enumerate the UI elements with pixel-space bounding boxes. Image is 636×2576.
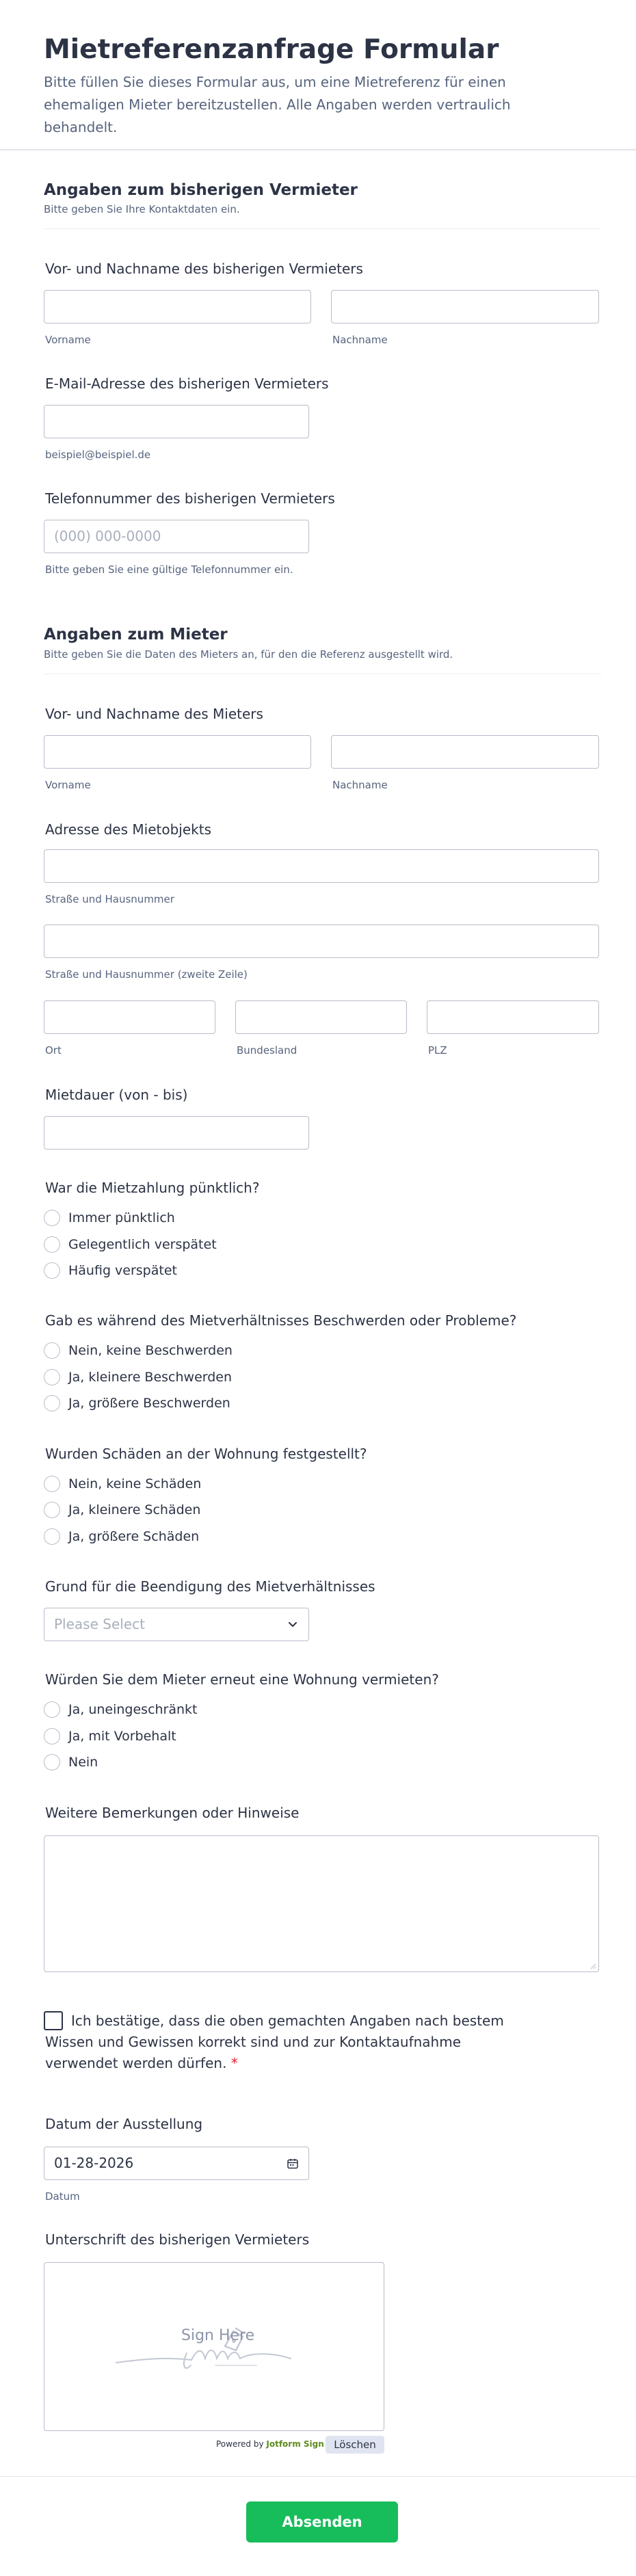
radio-option[interactable] <box>44 1209 175 1227</box>
radio-label: Ja, größere Schäden <box>68 1529 200 1544</box>
radio-label: Häufig verspätet <box>68 1263 177 1278</box>
landlord-email-label: E-Mail-Adresse des bisherigen Vermieters <box>45 375 329 392</box>
radio-button[interactable] <box>44 1395 60 1411</box>
landlord-name-label: Vor- und Nachname des bisherigen Vermieters <box>45 261 363 277</box>
tenant-last-name-input[interactable] <box>331 735 599 769</box>
radio-option[interactable] <box>44 1753 98 1771</box>
radio-label: Nein, keine Schäden <box>68 1476 202 1491</box>
radio-label: Ja, kleinere Schäden <box>68 1502 201 1517</box>
radio-label: Ja, kleinere Beschwerden <box>68 1370 233 1385</box>
consent-label <box>45 2010 538 2074</box>
calendar-icon[interactable] <box>287 2157 299 2170</box>
street-sublabel: Straße und Hausnummer <box>45 893 174 905</box>
section-title-tenant: Angaben zum Mieter <box>44 626 228 643</box>
radio-option[interactable] <box>44 1342 233 1359</box>
submit-button[interactable]: Absenden <box>246 2501 398 2542</box>
landlord-phone-input[interactable]: (000) 000-0000 <box>44 520 309 553</box>
street2-input[interactable] <box>44 925 599 958</box>
radio-button[interactable] <box>44 1210 60 1226</box>
zip-input[interactable] <box>427 1000 599 1034</box>
radio-option[interactable] <box>44 1528 199 1545</box>
sign-here-placeholder: Sign Here <box>181 2327 255 2344</box>
radio-option[interactable] <box>44 1368 232 1386</box>
landlord-email-input[interactable] <box>44 405 309 438</box>
rental-duration-label: Mietdauer (von - bis) <box>45 1087 188 1103</box>
landlord-last-name-sublabel: Nachname <box>332 334 388 346</box>
chevron-down-icon <box>287 1618 299 1630</box>
radio-button[interactable] <box>44 1262 60 1279</box>
required-asterisk: * <box>230 2055 238 2071</box>
radio-label: Ja, uneingeschränkt <box>68 1702 198 1717</box>
radio-label: Nein <box>68 1755 98 1770</box>
radio-label: Immer pünktlich <box>68 1210 175 1225</box>
landlord-first-name-sublabel: Vorname <box>45 334 91 346</box>
powered-by-text <box>216 2439 324 2449</box>
form-title: Mietreferenzanfrage Formular <box>44 34 499 65</box>
landlord-phone-sublabel: Bitte geben Sie eine gültige Telefonnummer ein. <box>45 563 293 576</box>
radio-label: Nein, keine Beschwerden <box>68 1343 233 1358</box>
remarks-textarea[interactable] <box>44 1835 599 1972</box>
tenant-last-name-sublabel: Nachname <box>332 779 388 791</box>
radio-button[interactable] <box>44 1701 60 1718</box>
issue-date-sublabel: Datum <box>45 2190 80 2203</box>
signature-pad[interactable] <box>44 2262 384 2431</box>
radio-option[interactable] <box>44 1727 176 1745</box>
landlord-first-name-input[interactable] <box>44 290 311 323</box>
radio-option[interactable] <box>44 1262 177 1279</box>
signature-scribble-icon <box>44 2263 384 2430</box>
radio-button[interactable] <box>44 1342 60 1359</box>
radio-button[interactable] <box>44 1728 60 1744</box>
jotform-sign-brand: Jotform Sign <box>266 2439 324 2449</box>
issue-date-label: Datum der Ausstellung <box>45 2116 203 2132</box>
radio-option[interactable] <box>44 1236 217 1253</box>
radio-label: Gelegentlich verspätet <box>68 1237 217 1252</box>
rent-again-question: Würden Sie dem Mieter erneut eine Wohnung vermieten? <box>45 1671 439 1688</box>
form-description: Bitte füllen Sie dieses Formular aus, um eine Mietreferenz für einen ehemaligen Mieter bereitzustellen. Alle Angaben werden vertraulich behandelt. <box>44 74 511 135</box>
radio-button[interactable] <box>44 1236 60 1253</box>
issue-date-input[interactable] <box>44 2147 309 2180</box>
section-title-landlord: Angaben zum bisherigen Vermieter <box>44 181 358 199</box>
radio-option[interactable] <box>44 1501 200 1519</box>
issue-date-value: 01-28-2026 <box>54 2155 134 2171</box>
address-label: Adresse des Mietobjekts <box>45 821 211 838</box>
radio-option[interactable] <box>44 1475 201 1493</box>
consent-text: Ich bestätige, dass die oben gemachten Angaben nach bestem Wissen und Gewissen korrekt sind und zur Kontaktaufnahme verwendet werden dürfen. <box>45 2013 504 2071</box>
zip-sublabel: PLZ <box>428 1044 447 1057</box>
radio-button[interactable] <box>44 1528 60 1545</box>
select-placeholder: Please Select <box>54 1616 145 1632</box>
radio-button[interactable] <box>44 1476 60 1492</box>
landlord-phone-label: Telefonnummer des bisherigen Vermieters <box>45 490 335 507</box>
signature-label: Unterschrift des bisherigen Vermieters <box>45 2231 310 2248</box>
footer-divider <box>0 2476 636 2477</box>
section-subtitle-tenant: Bitte geben Sie die Daten des Mieters an, für den die Referenz ausgestellt wird. <box>44 648 453 661</box>
section-subtitle-landlord: Bitte geben Sie Ihre Kontaktdaten ein. <box>44 203 240 215</box>
damages-question: Wurden Schäden an der Wohnung festgestellt? <box>45 1446 367 1462</box>
section-divider <box>44 228 601 229</box>
complaints-question: Gab es während des Mietverhältnisses Beschwerden oder Probleme? <box>45 1312 517 1329</box>
radio-option[interactable] <box>44 1394 230 1412</box>
radio-label: Ja, mit Vorbehalt <box>68 1729 176 1744</box>
city-sublabel: Ort <box>45 1044 62 1057</box>
city-input[interactable] <box>44 1000 215 1034</box>
termination-reason-label: Grund für die Beendigung des Mietverhältnisses <box>45 1578 375 1595</box>
clear-signature-button[interactable]: Löschen <box>326 2436 384 2454</box>
rental-duration-input[interactable] <box>44 1116 309 1150</box>
state-input[interactable] <box>235 1000 407 1034</box>
remarks-label: Weitere Bemerkungen oder Hinweise <box>45 1805 300 1821</box>
payment-question: War die Mietzahlung pünktlich? <box>45 1180 260 1196</box>
termination-reason-select[interactable] <box>44 1608 309 1641</box>
landlord-last-name-input[interactable] <box>331 290 599 323</box>
tenant-first-name-input[interactable] <box>44 735 311 769</box>
powered-prefix: Powered by <box>216 2439 264 2449</box>
radio-option[interactable] <box>44 1701 198 1718</box>
tenant-first-name-sublabel: Vorname <box>45 779 91 791</box>
tenant-name-label: Vor- und Nachname des Mieters <box>45 706 263 722</box>
street-input[interactable] <box>44 849 599 883</box>
radio-label: Ja, größere Beschwerden <box>68 1396 230 1411</box>
radio-button[interactable] <box>44 1502 60 1518</box>
landlord-email-sublabel: beispiel@beispiel.de <box>45 449 151 461</box>
radio-button[interactable] <box>44 1754 60 1770</box>
radio-button[interactable] <box>44 1369 60 1385</box>
header-divider <box>0 149 636 150</box>
state-sublabel: Bundesland <box>237 1044 297 1057</box>
resize-handle-icon[interactable] <box>589 1963 596 1969</box>
street2-sublabel: Straße und Hausnummer (zweite Zeile) <box>45 968 248 981</box>
